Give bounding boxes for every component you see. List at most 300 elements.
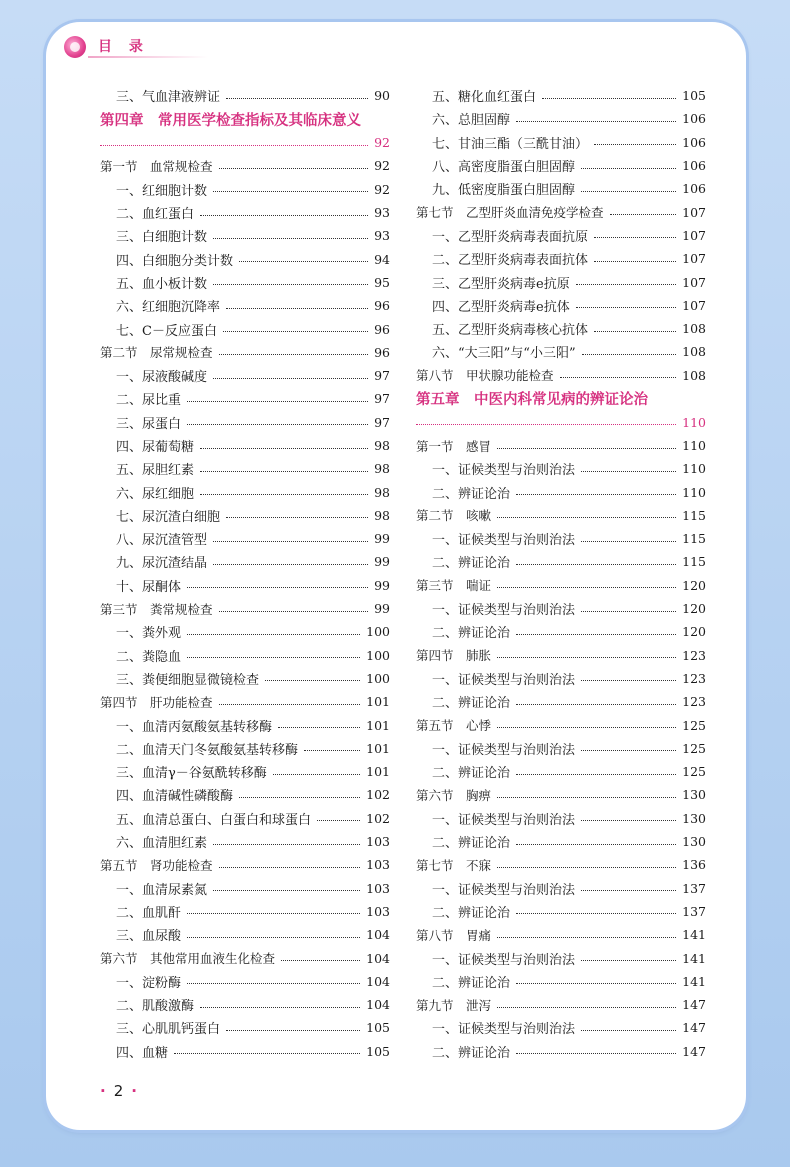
- toc-item-row[interactable]: [100, 457, 390, 480]
- toc-page-number: 105: [366, 1043, 390, 1059]
- dot-leader: [497, 936, 676, 938]
- toc-entry-label: 七、C－反应蛋白: [116, 323, 217, 339]
- toc-item-row[interactable]: [416, 317, 706, 340]
- toc-page-number: 98: [374, 484, 390, 500]
- toc-entry-label: 三、心肌肌钙蛋白: [116, 1022, 221, 1038]
- toc-entry-label: 八、高密度脂蛋白胆固醇: [432, 160, 576, 176]
- toc-page-number: 101: [366, 740, 390, 756]
- toc-page-number: 108: [682, 344, 706, 360]
- dot-leader: [278, 726, 360, 728]
- toc-entry-label: 二、辨证论治: [432, 556, 511, 572]
- toc-item-row[interactable]: [416, 597, 706, 620]
- toc-section-row[interactable]: [416, 504, 706, 527]
- toc-page-number: 107: [682, 297, 706, 313]
- toc-section-row[interactable]: [100, 853, 390, 876]
- dot-leader: [239, 796, 360, 798]
- header-underline: [88, 56, 208, 58]
- toc-item-row[interactable]: [100, 364, 390, 387]
- toc-section-row[interactable]: [416, 434, 706, 457]
- toc-section-row[interactable]: [100, 154, 390, 177]
- toc-entry-label: 二、粪隐血: [116, 649, 182, 665]
- toc-item-row[interactable]: [100, 877, 390, 900]
- toc-entry-label: 二、辨证论治: [432, 486, 511, 502]
- toc-page-number: 107: [682, 204, 706, 220]
- toc-entry-label: 四、血糖: [116, 1045, 169, 1061]
- toc-entry-label: 一、证候类型与治则治法: [432, 812, 576, 828]
- toc-item-row[interactable]: [100, 993, 390, 1016]
- toc-entry-label: 第五节 肾功能检查: [100, 857, 213, 873]
- toc-item-row[interactable]: [100, 620, 390, 643]
- dot-leader: [581, 679, 676, 681]
- toc-item-row[interactable]: [100, 1016, 390, 1039]
- toc-item-row[interactable]: [416, 667, 706, 690]
- toc-section-row[interactable]: [416, 783, 706, 806]
- toc-page-number: 103: [366, 857, 390, 873]
- dot-leader: [187, 982, 360, 984]
- toc-entry-label: 六、“大三阳”与“小三阳”: [432, 346, 576, 362]
- dot-leader: [100, 144, 368, 146]
- toc-entry-label: 第三节 粪常规检查: [100, 601, 213, 617]
- toc-page-number: 103: [366, 903, 390, 919]
- toc-page-number: 94: [374, 251, 390, 267]
- dot-leader: [187, 656, 360, 658]
- toc-section-row[interactable]: [100, 690, 390, 713]
- toc-section-row[interactable]: [416, 993, 706, 1016]
- toc-item-row[interactable]: [100, 178, 390, 201]
- toc-entry-label: 第一节 感冒: [416, 438, 492, 454]
- dot-leader: [560, 376, 677, 378]
- dot-leader: [497, 656, 676, 658]
- dot-leader: [213, 190, 368, 192]
- toc-section-row[interactable]: [416, 923, 706, 946]
- toc-item-row[interactable]: [100, 504, 390, 527]
- toc-entry-label: 六、红细胞沉降率: [116, 300, 221, 316]
- toc-entry-label: 二、乙型肝炎病毒表面抗体: [432, 253, 589, 269]
- toc-page-number: 106: [682, 111, 706, 127]
- dot-leader: [516, 633, 676, 635]
- toc-entry-label: 十、尿酮体: [116, 579, 182, 595]
- toc-item-row[interactable]: [416, 527, 706, 550]
- dot-leader: [200, 1006, 360, 1008]
- toc-entry-label: 五、糖化血红蛋白: [432, 90, 537, 106]
- toc-page-number: 93: [374, 205, 390, 221]
- toc-item-row[interactable]: [100, 1040, 390, 1063]
- dot-leader: [187, 423, 368, 425]
- toc-entry-label: 二、血红蛋白: [116, 207, 195, 223]
- toc-item-row[interactable]: [416, 270, 706, 293]
- toc-page-number: 106: [682, 181, 706, 197]
- toc-item-row[interactable]: [100, 574, 390, 597]
- dot-leader: [219, 703, 361, 705]
- dot-leader: [610, 213, 677, 215]
- toc-item-row[interactable]: [100, 224, 390, 247]
- toc-item-row[interactable]: [100, 550, 390, 573]
- toc-section-row[interactable]: [416, 644, 706, 667]
- toc-item-row[interactable]: [100, 783, 390, 806]
- toc-entry-label: 二、辨证论治: [432, 975, 511, 991]
- toc-page-number: 120: [682, 577, 706, 593]
- dot-leader: [581, 959, 676, 961]
- toc-entry-label: 三、血清γ－谷氨酰转移酶: [116, 766, 267, 782]
- toc-page-number: 130: [682, 834, 706, 850]
- dot-leader: [497, 796, 676, 798]
- toc-entry-label: 六、尿红细胞: [116, 486, 195, 502]
- toc-item-row[interactable]: [416, 760, 706, 783]
- toc-page-number: 137: [682, 880, 706, 896]
- toc-item-row[interactable]: [416, 970, 706, 993]
- toc-entry-label: 第二节 咳嗽: [416, 508, 492, 524]
- toc-entry-label: 三、乙型肝炎病毒e抗原: [432, 276, 570, 292]
- dot-leader: [213, 237, 368, 239]
- dot-leader: [226, 516, 368, 518]
- toc-page-number: 147: [682, 1020, 706, 1036]
- toc-item-row[interactable]: [100, 271, 390, 294]
- toc-entry-label: 一、证候类型与治则治法: [432, 882, 576, 898]
- toc-page-number: 103: [366, 834, 390, 850]
- toc-item-row[interactable]: [416, 457, 706, 480]
- toc-section-row[interactable]: [100, 946, 390, 969]
- toc-item-row[interactable]: [416, 224, 706, 247]
- dot-leader: [213, 563, 368, 565]
- toc-entry-label: 第六节 胸痹: [416, 787, 492, 803]
- toc-page-number: 141: [682, 973, 706, 989]
- toc-page-number: 103: [366, 880, 390, 896]
- dot-leader: [213, 889, 360, 891]
- toc-entry-label: 第七节 不寐: [416, 857, 492, 873]
- toc-item-row[interactable]: [416, 737, 706, 760]
- dot-leader: [200, 493, 368, 495]
- toc-page-number: 106: [682, 158, 706, 174]
- dot-leader: [497, 726, 676, 728]
- toc-chapter-leader-row: [416, 411, 706, 434]
- toc-item-row[interactable]: [416, 1016, 706, 1039]
- toc-page-number: 96: [374, 298, 390, 314]
- dot-leader: [200, 214, 368, 216]
- flower-logo-icon: [64, 36, 86, 58]
- toc-page-number: 108: [682, 367, 706, 383]
- toc-item-row[interactable]: [100, 807, 390, 830]
- toc-page-number: 123: [682, 647, 706, 663]
- toc-entry-label: 二、辨证论治: [432, 696, 511, 712]
- toc-page-number: 104: [366, 927, 390, 943]
- toc-item-row[interactable]: [100, 317, 390, 340]
- toc-entry-label: 第八节 胃痛: [416, 927, 492, 943]
- toc-item-row[interactable]: [416, 107, 706, 130]
- toc-item-row[interactable]: [100, 830, 390, 853]
- toc-item-row[interactable]: [100, 713, 390, 736]
- toc-item-row[interactable]: [100, 84, 390, 107]
- toc-page-number: 99: [374, 601, 390, 617]
- toc-entry-label: 六、总胆固醇: [432, 113, 511, 129]
- dot-leader: [213, 377, 368, 379]
- toc-item-row[interactable]: [416, 946, 706, 969]
- toc-page-number: 90: [374, 88, 390, 104]
- toc-entry-label: 六、血清胆红素: [116, 836, 208, 852]
- toc-page-number: 104: [366, 997, 390, 1013]
- dot-leader: [281, 959, 360, 961]
- toc-entry-label: 五、乙型肝炎病毒核心抗体: [432, 323, 589, 339]
- toc-item-row[interactable]: [100, 294, 390, 317]
- toc-section-row[interactable]: [416, 200, 706, 223]
- toc-item-row[interactable]: [416, 830, 706, 853]
- dot-leader: [516, 1052, 676, 1054]
- toc-page-number: 98: [374, 507, 390, 523]
- toc-page-number: 98: [374, 438, 390, 453]
- toc-entry-label: 一、证候类型与治则治法: [432, 463, 576, 479]
- toc-item-row[interactable]: [100, 480, 390, 503]
- toc-entry-label: 九、低密度脂蛋白胆固醇: [432, 183, 576, 199]
- dot-leader: [594, 236, 676, 238]
- toc-entry-label: 二、辨证论治: [432, 1045, 511, 1061]
- toc-page-number: 125: [682, 740, 706, 756]
- page-header: [64, 36, 464, 66]
- toc-page-number: 101: [366, 764, 390, 780]
- toc-page-number: 115: [682, 507, 706, 523]
- toc-page-number: 99: [374, 577, 390, 593]
- toc-entry-label: 第三节 喘证: [416, 578, 492, 594]
- toc-page-number: 102: [366, 787, 390, 803]
- toc-item-row[interactable]: [416, 620, 706, 643]
- dot-leader: [581, 470, 676, 472]
- toc-entry-label: 第八节 甲状腺功能检查: [416, 368, 554, 384]
- toc-page-number: 97: [374, 368, 390, 384]
- toc-item-row[interactable]: [100, 737, 390, 760]
- toc-item-row[interactable]: [416, 84, 706, 107]
- toc-item-row[interactable]: [100, 201, 390, 224]
- dot-leader: [174, 1052, 360, 1054]
- toc-page-number: 125: [682, 717, 706, 733]
- toc-page-number: 102: [366, 810, 390, 826]
- toc-page-number: 141: [682, 950, 706, 966]
- toc-entry-label: 二、肌酸激酶: [116, 999, 195, 1015]
- toc-page-number: 137: [682, 903, 706, 919]
- dot-leader: [187, 633, 360, 635]
- toc-item-row[interactable]: [100, 434, 390, 457]
- dot-leader: [223, 330, 368, 332]
- dot-leader: [594, 260, 676, 262]
- toc-entry-label: 七、甘油三酯（三酰甘油）: [432, 136, 589, 152]
- toc-page-number: 99: [374, 531, 390, 547]
- dot-leader: [581, 749, 676, 751]
- dot-leader: [497, 866, 676, 868]
- toc-page-number: 96: [374, 321, 390, 337]
- toc-page-number: 96: [374, 344, 390, 360]
- toc-chapter-title[interactable]: 第五章 中医内科常见病的辨证论治: [416, 392, 648, 409]
- dot-leader: [187, 586, 368, 588]
- dot-leader: [497, 586, 676, 588]
- toc-page-number: 105: [682, 88, 706, 104]
- toc-item-row[interactable]: [416, 294, 706, 317]
- toc-page-number: 92: [374, 135, 390, 151]
- toc-page-number: 107: [682, 227, 706, 243]
- toc-item-row[interactable]: [416, 131, 706, 154]
- toc-entry-label: 一、红细胞计数: [116, 183, 208, 199]
- dot-leader: [516, 120, 676, 122]
- toc-entry-label: 一、乙型肝炎病毒表面抗原: [432, 229, 589, 245]
- toc-section-row[interactable]: [416, 713, 706, 736]
- toc-entry-label: 一、血清丙氨酸氨基转移酶: [116, 719, 273, 735]
- dot-leader: [581, 1029, 676, 1031]
- toc-entry-label: 第一节 血常规检查: [100, 158, 213, 174]
- page-title: 目 录: [98, 39, 149, 55]
- toc-entry-label: 一、证候类型与治则治法: [432, 952, 576, 968]
- dot-leader: [219, 167, 369, 169]
- toc-page-number: 130: [682, 787, 706, 803]
- toc-page-number: 110: [682, 438, 706, 453]
- toc-item-row[interactable]: [416, 177, 706, 200]
- toc-item-row[interactable]: [100, 387, 390, 410]
- toc-page-number: 104: [366, 973, 390, 989]
- toc-page-number: 97: [374, 414, 390, 430]
- dot-leader: [273, 773, 360, 775]
- dot-leader: [576, 283, 676, 285]
- toc-page-number: 110: [682, 414, 706, 430]
- toc-item-row[interactable]: [416, 900, 706, 923]
- toc-item-row[interactable]: [416, 877, 706, 900]
- toc-entry-label: 一、证候类型与治则治法: [432, 1022, 576, 1038]
- toc-entry-label: 四、血清碱性磷酸酶: [116, 789, 234, 805]
- toc-page-number: 92: [374, 181, 390, 197]
- toc-entry-label: 三、血尿酸: [116, 929, 182, 945]
- dot-leader: [213, 540, 368, 542]
- toc-entry-label: 一、证候类型与治则治法: [432, 533, 576, 549]
- toc-entry-label: 一、淀粉酶: [116, 975, 182, 991]
- dot-leader: [516, 773, 676, 775]
- toc-page-number: 123: [682, 670, 706, 686]
- toc-page-number: 98: [374, 461, 390, 477]
- toc-page-number: 125: [682, 764, 706, 780]
- toc-entry-label: 二、血清天门冬氨酸氨基转移酶: [116, 742, 299, 758]
- toc-entry-label: 一、血清尿素氮: [116, 882, 208, 898]
- toc-section-row[interactable]: [100, 597, 390, 620]
- toc-entry-label: 二、辨证论治: [432, 836, 511, 852]
- dot-leader: [187, 912, 360, 914]
- toc-page-number: 97: [374, 391, 390, 407]
- dot-leader: [187, 936, 360, 938]
- toc-item-row[interactable]: [100, 923, 390, 946]
- toc-right-column: [416, 84, 706, 1063]
- toc-page-number: 92: [374, 158, 390, 174]
- toc-entry-label: 四、乙型肝炎病毒e抗体: [432, 299, 570, 315]
- toc-entry-label: 七、尿沉渣白细胞: [116, 509, 221, 525]
- toc-entry-label: 二、辨证论治: [432, 766, 511, 782]
- toc-section-row[interactable]: [100, 341, 390, 364]
- toc-page-number: 107: [682, 251, 706, 267]
- toc-section-row[interactable]: [416, 574, 706, 597]
- dot-leader: [581, 540, 676, 542]
- toc-page-number: 147: [682, 1043, 706, 1059]
- toc-item-row[interactable]: [416, 480, 706, 503]
- toc-page-number: 108: [682, 321, 706, 337]
- toc-entry-label: 五、血清总蛋白、白蛋白和球蛋白: [116, 812, 312, 828]
- toc-item-row[interactable]: [416, 550, 706, 573]
- dot-leader: [581, 819, 676, 821]
- toc-item-row[interactable]: [100, 411, 390, 434]
- dot-leader: [542, 97, 676, 99]
- toc-item-row[interactable]: [100, 970, 390, 993]
- toc-page-number: 106: [682, 134, 706, 150]
- toc-page-number: 115: [682, 554, 706, 570]
- toc-entry-label: 一、证候类型与治则治法: [432, 742, 576, 758]
- footer-dot-right: ·: [131, 1082, 137, 1100]
- toc-item-row[interactable]: [416, 1040, 706, 1063]
- toc-entry-label: 一、尿液酸碱度: [116, 370, 208, 386]
- dot-leader: [213, 283, 368, 285]
- dot-leader: [213, 843, 360, 845]
- dot-leader: [226, 1029, 360, 1031]
- toc-entry-label: 二、辨证论治: [432, 905, 511, 921]
- dot-leader: [497, 447, 676, 449]
- toc-item-row[interactable]: [100, 644, 390, 667]
- toc-page-number: 93: [374, 228, 390, 244]
- toc-section-row[interactable]: [416, 364, 706, 387]
- toc-entry-label: 第七节 乙型肝炎血清免疫学检查: [416, 205, 604, 221]
- dot-leader: [497, 516, 676, 518]
- toc-entry-label: 第四节 肺胀: [416, 648, 492, 664]
- toc-item-row[interactable]: [416, 154, 706, 177]
- toc-entry-label: 三、白细胞计数: [116, 230, 208, 246]
- toc-page-number: 107: [682, 274, 706, 290]
- dot-leader: [265, 679, 360, 681]
- dot-leader: [582, 353, 677, 355]
- toc-page-number: 110: [682, 461, 706, 477]
- page-number: 2: [113, 1082, 124, 1100]
- dot-leader: [516, 493, 676, 495]
- toc-item-row[interactable]: [100, 527, 390, 550]
- page-footer: [92, 1082, 145, 1100]
- toc-left-column: [100, 84, 390, 1063]
- dot-leader: [594, 330, 676, 332]
- dot-leader: [226, 307, 368, 309]
- toc-item-row[interactable]: [100, 247, 390, 270]
- toc-entry-label: 二、辨证论治: [432, 626, 511, 642]
- toc-page-number: 101: [366, 694, 390, 710]
- dot-leader: [219, 866, 361, 868]
- toc-item-row[interactable]: [416, 340, 706, 363]
- toc-item-row[interactable]: [416, 247, 706, 270]
- toc-page-number: 100: [366, 647, 390, 663]
- toc-item-row[interactable]: [416, 807, 706, 830]
- toc-section-row[interactable]: [416, 853, 706, 876]
- toc-entry-label: 四、尿葡萄糖: [116, 440, 195, 455]
- toc-entry-label: 三、气血津液辨证: [116, 90, 221, 106]
- toc-page-number: 120: [682, 624, 706, 640]
- toc-item-row[interactable]: [416, 690, 706, 713]
- toc-entry-label: 二、尿比重: [116, 393, 182, 409]
- toc-item-row[interactable]: [100, 900, 390, 923]
- toc-item-row[interactable]: [100, 667, 390, 690]
- toc-chapter-title[interactable]: 第四章 常用医学检查指标及其临床意义: [100, 112, 361, 129]
- toc-entry-label: 第六节 其他常用血液生化检查: [100, 951, 276, 967]
- dot-leader: [416, 423, 676, 425]
- dot-leader: [317, 819, 360, 821]
- toc-item-row[interactable]: [100, 760, 390, 783]
- dot-leader: [576, 306, 676, 308]
- dot-leader: [581, 190, 676, 192]
- dot-leader: [594, 143, 676, 145]
- dot-leader: [516, 843, 676, 845]
- dot-leader: [581, 610, 676, 612]
- toc-entry-label: 第二节 尿常规检查: [100, 345, 213, 361]
- dot-leader: [516, 563, 676, 565]
- toc-entry-label: 二、血肌酐: [116, 905, 182, 921]
- toc-entry-label: 第九节 泄泻: [416, 997, 492, 1013]
- toc-page-number: 95: [374, 274, 390, 290]
- toc-entry-label: 第五节 心悸: [416, 718, 492, 734]
- toc-chapter-leader-row: [100, 131, 390, 154]
- dot-leader: [581, 889, 676, 891]
- toc-page-number: 123: [682, 694, 706, 710]
